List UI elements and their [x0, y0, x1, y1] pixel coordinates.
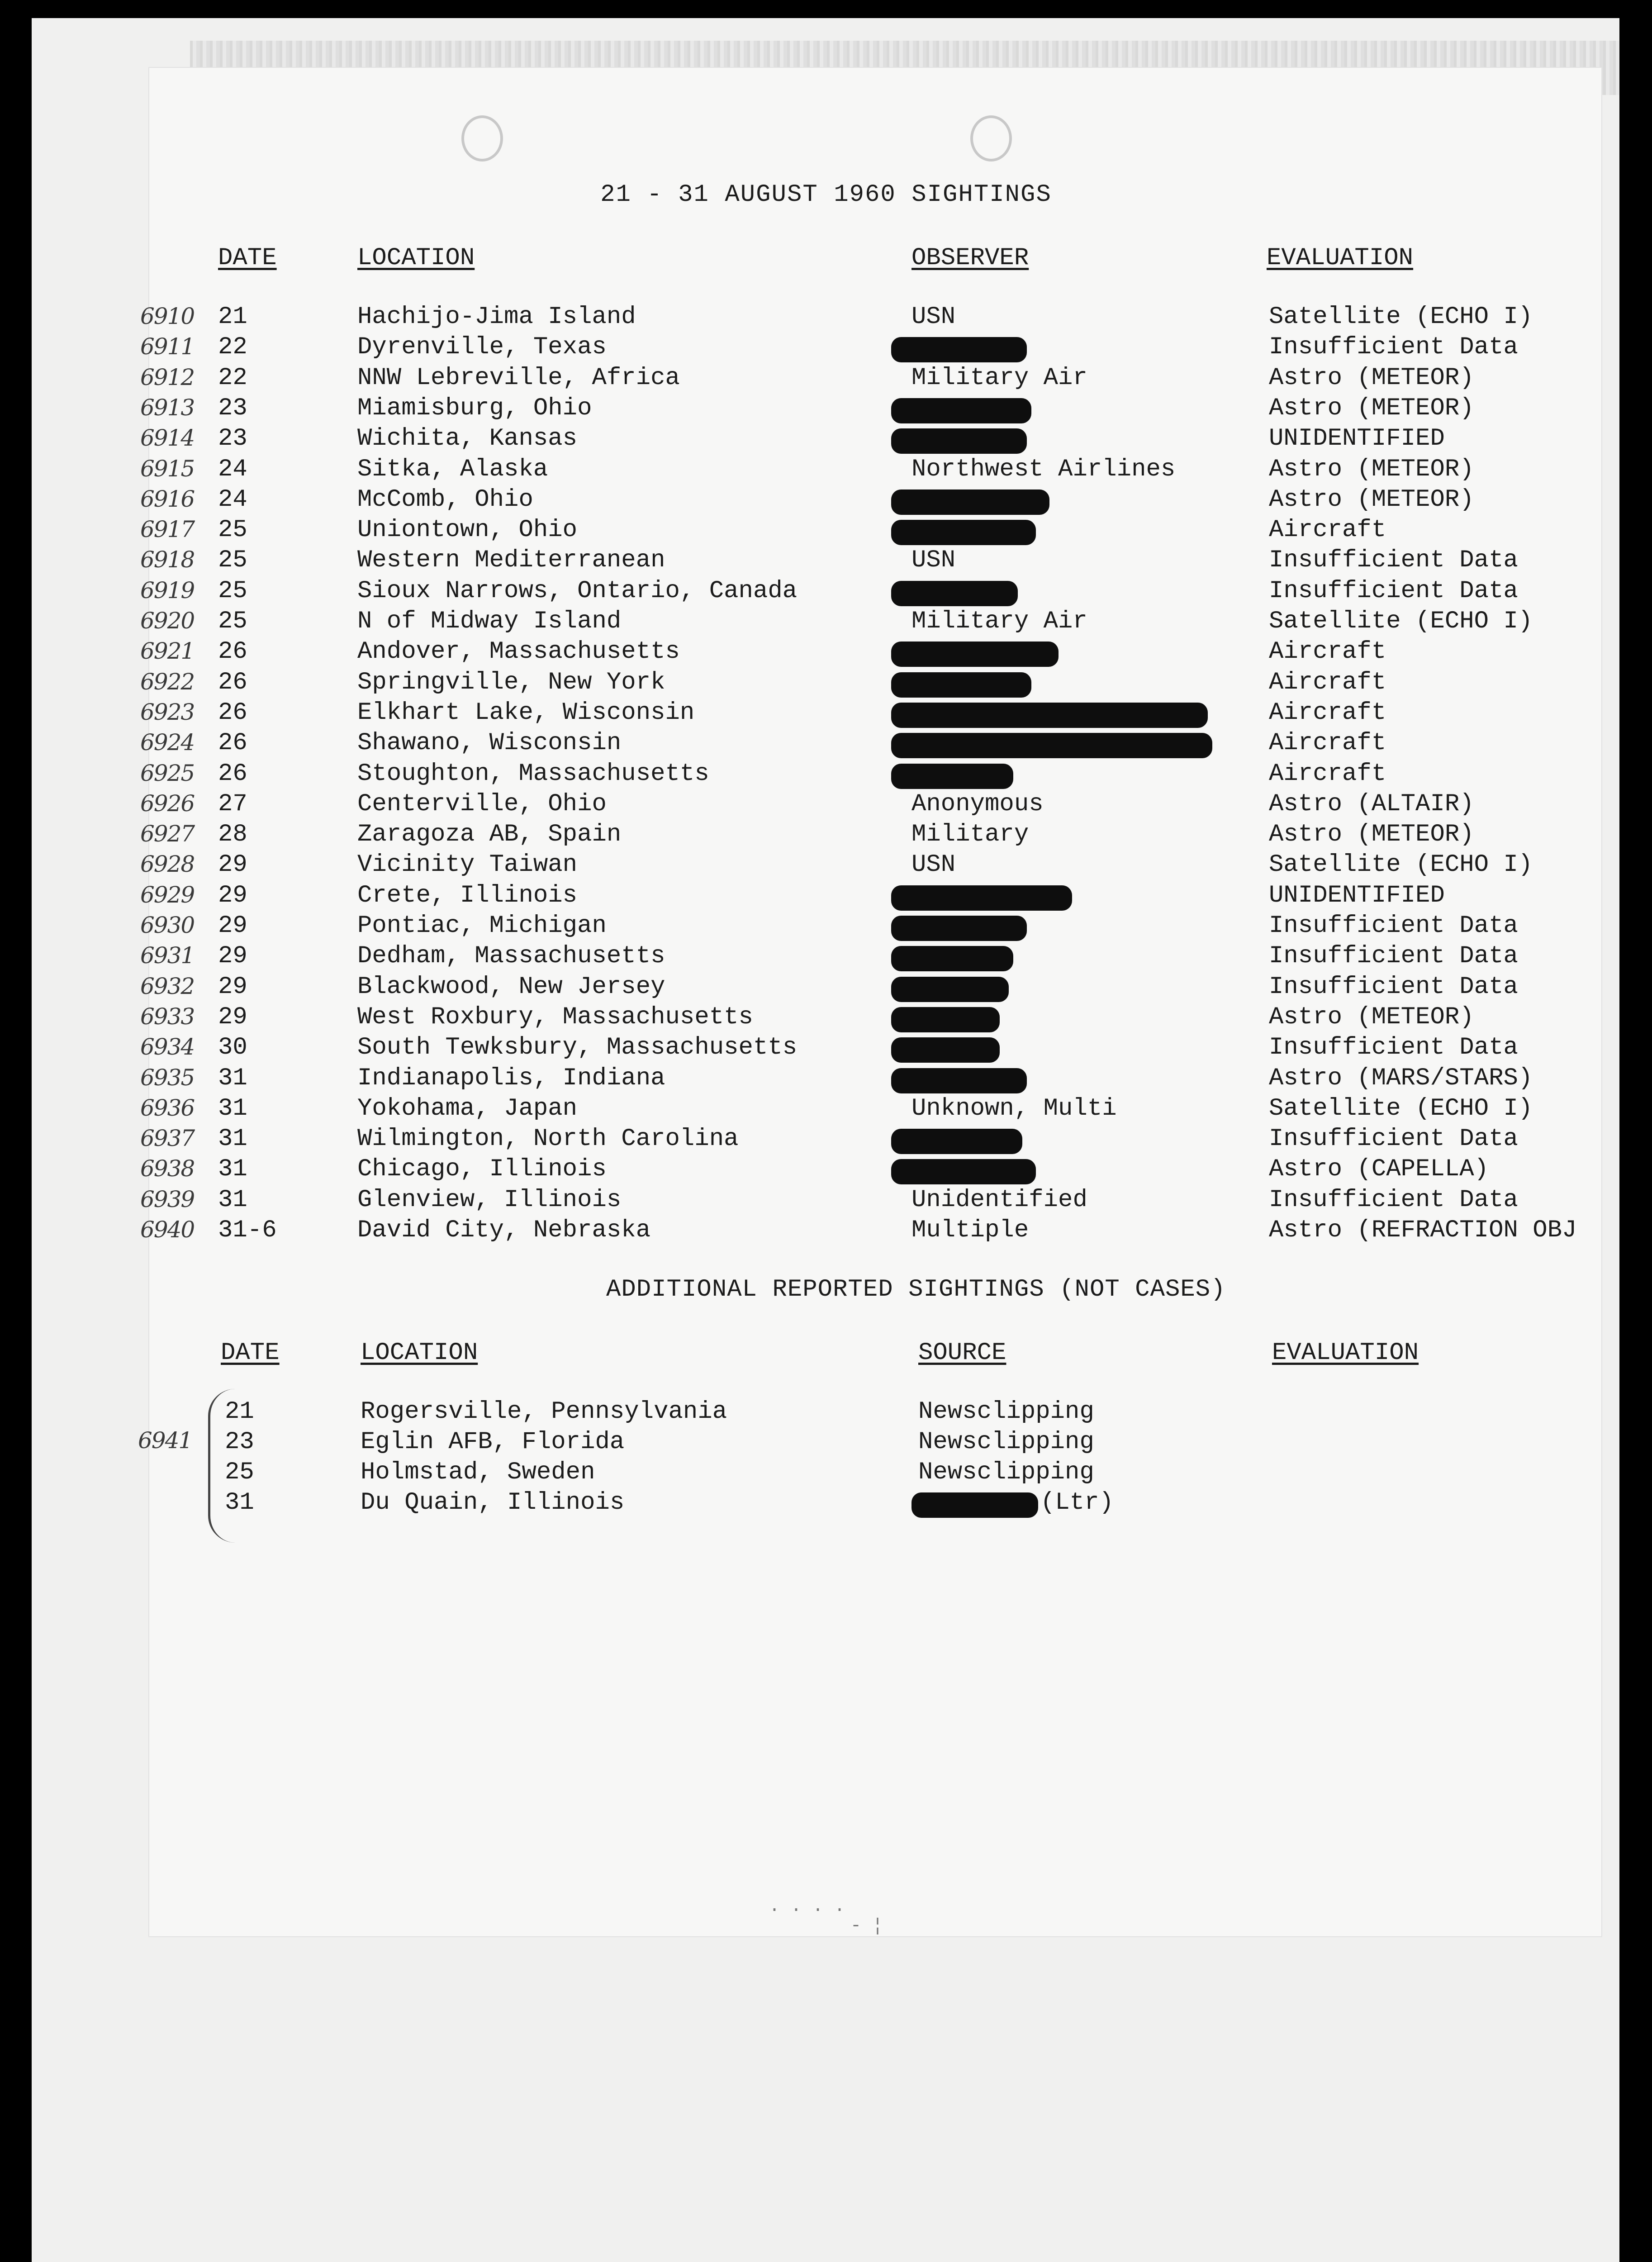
sighting-location: Miamisburg, Ohio [357, 394, 592, 422]
sighting-observer: Multiple [911, 1217, 1029, 1244]
sighting-evaluation: Satellite (ECHO I) [1269, 608, 1533, 635]
sighting-location: Elkhart Lake, Wisconsin [357, 699, 695, 727]
case-number: 6911 [140, 333, 195, 360]
sighting-evaluation: UNIDENTIFIED [1269, 881, 1445, 909]
sighting-date: 31 [218, 1125, 247, 1153]
sighting-evaluation: Astro (METEOR) [1269, 455, 1474, 483]
sighting-row [0, 546, 1652, 577]
sighting-observer: Military Air [911, 608, 1087, 635]
additional-sighting-row [0, 1489, 1652, 1519]
additional-header-date: DATE [221, 1339, 280, 1367]
sighting-location: Sitka, Alaska [357, 455, 548, 483]
redaction-mark [891, 672, 1031, 698]
sighting-evaluation: Astro (ALTAIR) [1269, 790, 1474, 818]
sighting-date: 23 [218, 394, 247, 422]
sighting-observer: Military Air [911, 364, 1087, 392]
sighting-evaluation: Insufficient Data [1269, 1034, 1518, 1062]
sighting-row [0, 699, 1652, 729]
redaction-mark [891, 764, 1013, 789]
sighting-location: West Roxbury, Massachusetts [357, 1003, 753, 1031]
sighting-date: 25 [218, 608, 247, 635]
sighting-location: N of Midway Island [357, 608, 622, 635]
sighting-evaluation: Satellite (ECHO I) [1269, 303, 1533, 331]
sighting-evaluation: Astro (CAPELLA) [1269, 1155, 1489, 1183]
sighting-observer: Northwest Airlines [911, 455, 1176, 483]
case-number: 6925 [140, 760, 195, 786]
sighting-date: 26 [218, 668, 247, 696]
case-number: 6931 [140, 942, 195, 969]
case-number: 6927 [140, 821, 195, 847]
sighting-date: 25 [218, 516, 247, 544]
sighting-evaluation: Aircraft [1269, 516, 1386, 544]
case-number: 6919 [140, 577, 195, 604]
sighting-row [0, 333, 1652, 364]
case-number: 6928 [140, 851, 195, 878]
case-number: 6939 [140, 1186, 195, 1212]
sighting-evaluation: Insufficient Data [1269, 912, 1518, 940]
sighting-date: 21 [218, 303, 247, 331]
sighting-row [0, 303, 1652, 333]
sighting-date: 26 [218, 729, 247, 757]
sighting-date: 28 [218, 821, 247, 849]
sighting-date: 31 [218, 1155, 247, 1183]
additional-location: Eglin AFB, Florida [361, 1428, 625, 1456]
sighting-row [0, 638, 1652, 668]
sighting-date: 26 [218, 638, 247, 666]
additional-date: 25 [225, 1459, 254, 1486]
case-number: 6922 [140, 668, 195, 695]
case-number: 6916 [140, 485, 195, 512]
case-number: 6934 [140, 1034, 195, 1060]
header-location: LOCATION [357, 244, 475, 272]
redaction-mark [891, 703, 1208, 728]
sighting-evaluation: Insufficient Data [1269, 942, 1518, 970]
sighting-date: 22 [218, 364, 247, 392]
header-observer: OBSERVER [911, 244, 1029, 272]
sighting-evaluation: Insufficient Data [1269, 1125, 1518, 1153]
sighting-observer: USN [911, 303, 956, 331]
case-number: 6926 [140, 790, 195, 817]
sighting-location: Glenview, Illinois [357, 1186, 622, 1214]
sighting-location: Crete, Illinois [357, 881, 578, 909]
redaction-mark [891, 977, 1009, 1002]
sighting-row [0, 516, 1652, 546]
sighting-evaluation: Astro (METEOR) [1269, 394, 1474, 422]
redaction-mark [891, 733, 1212, 758]
redaction-mark [891, 398, 1031, 423]
additional-source: Newsclipping [918, 1428, 1094, 1456]
redaction-mark [891, 1129, 1022, 1154]
sighting-date: 31-6 [218, 1217, 277, 1244]
sighting-location: Hachijo-Jima Island [357, 303, 636, 331]
redaction-mark [891, 489, 1049, 515]
sighting-row [0, 1095, 1652, 1125]
case-number: 6938 [140, 1155, 195, 1182]
sighting-location: Sioux Narrows, Ontario, Canada [357, 577, 798, 605]
case-number: 6920 [140, 608, 195, 634]
redaction-mark [891, 946, 1013, 971]
sighting-evaluation: UNIDENTIFIED [1269, 425, 1445, 453]
sighting-date: 24 [218, 485, 247, 513]
sighting-date: 30 [218, 1034, 247, 1062]
redaction-mark [891, 885, 1072, 911]
sighting-row [0, 790, 1652, 821]
sighting-location: Shawano, Wisconsin [357, 729, 622, 757]
sighting-location: Blackwood, New Jersey [357, 973, 665, 1001]
case-number: 6917 [140, 516, 195, 543]
sighting-row [0, 1155, 1652, 1186]
sighting-evaluation: Aircraft [1269, 699, 1386, 727]
sighting-location: Dedham, Massachusetts [357, 942, 665, 970]
sighting-location: South Tewksbury, Massachusetts [357, 1034, 798, 1062]
sighting-location: Western Mediterranean [357, 546, 665, 575]
sighting-evaluation: Insufficient Data [1269, 333, 1518, 361]
case-number: 6912 [140, 364, 195, 390]
sighting-row [0, 608, 1652, 638]
additional-location: Rogersville, Pennsylvania [361, 1398, 727, 1426]
sighting-row [0, 577, 1652, 608]
case-number: 6937 [140, 1125, 195, 1152]
sighting-location: Yokohama, Japan [357, 1094, 578, 1122]
sighting-row [0, 851, 1652, 881]
sighting-row [0, 1217, 1652, 1247]
sighting-location: Wilmington, North Carolina [357, 1125, 739, 1153]
additional-source: (Ltr) [1040, 1489, 1114, 1516]
additional-location: Holmstad, Sweden [361, 1459, 595, 1486]
sighting-observer: USN [911, 851, 956, 879]
sighting-evaluation: Aircraft [1269, 638, 1386, 666]
case-number: 6915 [140, 455, 195, 482]
additional-source: Newsclipping [918, 1398, 1094, 1426]
sighting-date: 31 [218, 1186, 247, 1214]
sighting-evaluation: Satellite (ECHO I) [1269, 1094, 1533, 1122]
sighting-observer: USN [911, 546, 956, 575]
sighting-row [0, 729, 1652, 760]
sighting-date: 26 [218, 699, 247, 727]
sighting-location: Pontiac, Michigan [357, 912, 607, 940]
sighting-row [0, 456, 1652, 486]
additional-source: Newsclipping [918, 1459, 1094, 1486]
sighting-row [0, 1064, 1652, 1095]
sighting-row [0, 882, 1652, 912]
redaction-mark [891, 1037, 1000, 1063]
punch-hole [461, 115, 503, 162]
sighting-evaluation: Insufficient Data [1269, 546, 1518, 575]
sighting-row [0, 760, 1652, 790]
sighting-location: Wichita, Kansas [357, 425, 578, 453]
sighting-evaluation: Astro (METEOR) [1269, 364, 1474, 392]
redaction-mark [891, 1007, 1000, 1032]
sighting-location: Andover, Massachusetts [357, 638, 680, 666]
sighting-date: 25 [218, 546, 247, 575]
additional-header-location: LOCATION [361, 1339, 478, 1367]
sighting-row [0, 1125, 1652, 1155]
redaction-mark [891, 337, 1027, 362]
case-number: 6924 [140, 729, 195, 756]
additional-header-source: SOURCE [918, 1339, 1006, 1367]
sighting-date: 31 [218, 1094, 247, 1122]
redaction-mark [891, 520, 1036, 545]
sighting-location: NNW Lebreville, Africa [357, 364, 680, 392]
sighting-evaluation: Insufficient Data [1269, 577, 1518, 605]
sighting-date: 31 [218, 1064, 247, 1092]
sighting-date: 29 [218, 973, 247, 1001]
case-number: 6929 [140, 881, 195, 908]
sighting-location: McComb, Ohio [357, 485, 533, 513]
sighting-location: David City, Nebraska [357, 1217, 651, 1244]
sighting-location: Zaragoza AB, Spain [357, 821, 622, 849]
scan-mark: - ¦ [850, 1916, 883, 1936]
additional-sighting-row [0, 1459, 1652, 1489]
case-number: 6930 [140, 912, 195, 938]
sighting-evaluation: Insufficient Data [1269, 1186, 1518, 1214]
sighting-date: 23 [218, 425, 247, 453]
additional-date: 23 [225, 1428, 254, 1456]
redaction-mark [891, 428, 1027, 454]
case-number: 6940 [140, 1217, 195, 1243]
additional-sighting-row [0, 1428, 1652, 1459]
sighting-evaluation: Astro (MARS/STARS) [1269, 1064, 1533, 1092]
redaction-mark [891, 642, 1059, 667]
redaction-mark [891, 916, 1027, 941]
sighting-date: 29 [218, 912, 247, 940]
additional-sighting-row [0, 1398, 1652, 1428]
sighting-location: Stoughton, Massachusetts [357, 760, 709, 788]
additional-title: ADDITIONAL REPORTED SIGHTINGS (NOT CASES) [606, 1276, 1226, 1303]
sighting-observer: Military [911, 821, 1029, 849]
sighting-date: 29 [218, 1003, 247, 1031]
case-number: 6935 [140, 1064, 195, 1091]
sighting-evaluation: Astro (METEOR) [1269, 485, 1474, 513]
sighting-row [0, 912, 1652, 942]
sighting-date: 22 [218, 333, 247, 361]
additional-header-evaluation: EVALUATION [1272, 1339, 1419, 1367]
sighting-evaluation: Astro (METEOR) [1269, 1003, 1474, 1031]
sighting-date: 29 [218, 881, 247, 909]
sighting-row [0, 1003, 1652, 1034]
sighting-location: Chicago, Illinois [357, 1155, 607, 1183]
sighting-row [0, 1186, 1652, 1217]
redaction-mark [891, 1068, 1027, 1093]
sighting-evaluation: Astro (METEOR) [1269, 821, 1474, 849]
case-number: 6913 [140, 394, 195, 421]
sighting-location: Dyrenville, Texas [357, 333, 607, 361]
sighting-location: Indianapolis, Indiana [357, 1064, 665, 1092]
case-number: 6923 [140, 699, 195, 725]
sighting-location: Vicinity Taiwan [357, 851, 578, 879]
additional-date: 31 [225, 1489, 254, 1516]
sighting-location: Springville, New York [357, 668, 665, 696]
redaction-mark [891, 1159, 1036, 1184]
sighting-row [0, 486, 1652, 516]
sighting-location: Uniontown, Ohio [357, 516, 578, 544]
sighting-row [0, 394, 1652, 425]
sighting-row [0, 364, 1652, 394]
sighting-date: 29 [218, 851, 247, 879]
sighting-row [0, 1034, 1652, 1064]
sighting-row [0, 942, 1652, 973]
document-title: 21 - 31 AUGUST 1960 SIGHTINGS [600, 181, 1052, 209]
sighting-date: 27 [218, 790, 247, 818]
sighting-evaluation: Aircraft [1269, 729, 1386, 757]
sighting-evaluation: Aircraft [1269, 668, 1386, 696]
sighting-date: 29 [218, 942, 247, 970]
additional-location: Du Quain, Illinois [361, 1489, 625, 1516]
sighting-date: 25 [218, 577, 247, 605]
sighting-observer: Anonymous [911, 790, 1044, 818]
case-number: 6918 [140, 546, 195, 573]
case-number: 6932 [140, 973, 195, 999]
header-evaluation: EVALUATION [1267, 244, 1414, 272]
additional-date: 21 [225, 1398, 254, 1426]
case-number: 6933 [140, 1003, 195, 1030]
case-number: 6910 [140, 303, 195, 329]
redaction-mark [891, 581, 1018, 606]
redaction-mark [911, 1492, 1038, 1518]
scan-mark: · · · · [769, 1900, 845, 1920]
sighting-observer: Unknown, Multi [911, 1094, 1117, 1122]
case-number: 6914 [140, 425, 195, 451]
sighting-row [0, 425, 1652, 455]
case-number: 6936 [140, 1094, 195, 1121]
sighting-row [0, 821, 1652, 851]
header-date: DATE [218, 244, 277, 272]
case-number: 6921 [140, 638, 195, 665]
sighting-observer: Unidentified [911, 1186, 1087, 1214]
sighting-evaluation: Astro (REFRACTION OBJ [1269, 1217, 1577, 1244]
sighting-row [0, 973, 1652, 1003]
sighting-evaluation: Insufficient Data [1269, 973, 1518, 1001]
sighting-row [0, 669, 1652, 699]
sighting-date: 26 [218, 760, 247, 788]
sighting-location: Centerville, Ohio [357, 790, 607, 818]
sighting-evaluation: Satellite (ECHO I) [1269, 851, 1533, 879]
sighting-evaluation: Aircraft [1269, 760, 1386, 788]
additional-case-number: 6941 [138, 1427, 192, 1454]
sighting-date: 24 [218, 455, 247, 483]
punch-hole [970, 115, 1012, 162]
